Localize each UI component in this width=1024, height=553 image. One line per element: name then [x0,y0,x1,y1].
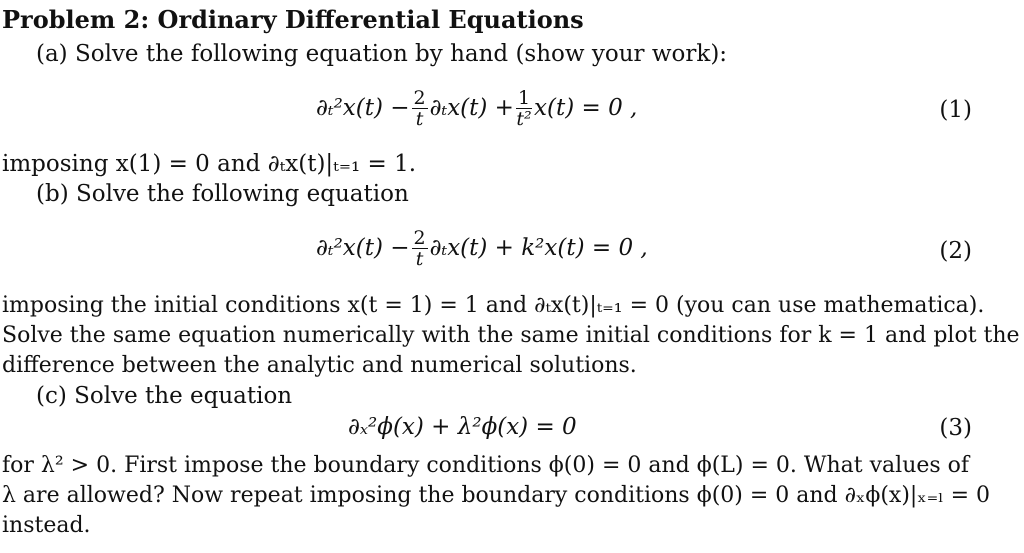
eq2-right: ∂ₜx(t) + k²x(t) = 0 , [429,235,648,261]
eq2-fraction-2-over-t [412,228,428,269]
part-b-intro: (b) Solve the following equation [36,181,409,207]
eq1-frac1-denominator: t [415,107,424,130]
eq2-frac1-denominator: t [415,247,424,270]
eq1-frac2-numerator: 1 [517,86,531,109]
eq3-body: ∂ₓ²ϕ(x) + λ²ϕ(x) = 0 [348,414,577,440]
part-c-text-line-1: for λ² > 0. First impose the boundary conditions ϕ(0) = 0 and ϕ(L) = 0. What values of [2,453,970,478]
equation-number-1: (1) [939,97,972,123]
part-a-intro: (a) Solve the following equation by hand (show your work): [36,41,728,67]
part-c-text-line-2: λ are allowed? Now repeat imposing the boundary conditions ϕ(0) = 0 and ∂ₓϕ(x)|ₓ₌ₗ = 0 [2,483,991,508]
equation-number-2: (2) [939,238,972,264]
equation-1 [316,84,637,132]
part-a-condition: imposing x(1) = 0 and ∂ₜx(t)|ₜ₌₁ = 1. [2,151,417,177]
part-c-text-line-3: instead. [2,513,91,538]
eq1-frac1-numerator: 2 [413,86,426,109]
equation-number-3: (3) [939,415,972,441]
problem-title: Problem 2: Ordinary Differential Equations [2,5,584,34]
eq2-frac1-numerator: 2 [413,226,426,249]
part-c-intro: (c) Solve the equation [36,383,293,409]
part-b-text-line-1: imposing the initial conditions x(t = 1) = 1 and ∂ₜx(t)|ₜ₌₁ = 0 (you can use mathematica). [2,293,985,318]
eq1-right: x(t) = 0 , [534,95,638,121]
eq1-left: ∂ₜ²x(t) − [316,95,410,121]
part-b-text-line-2: Solve the same equation numerically with the same initial conditions for k = 1 and plot the [2,323,1020,348]
eq1-frac2-denominator: t² [516,107,532,130]
eq1-fraction-1-over-t2 [516,88,532,129]
equation-3 [348,412,577,442]
eq1-fraction-2-over-t [412,88,428,129]
eq1-mid: ∂ₜx(t) + [429,95,514,121]
equation-2 [316,224,648,272]
eq2-left: ∂ₜ²x(t) − [316,235,410,261]
part-b-text-line-3: difference between the analytic and numerical solutions. [2,353,637,378]
